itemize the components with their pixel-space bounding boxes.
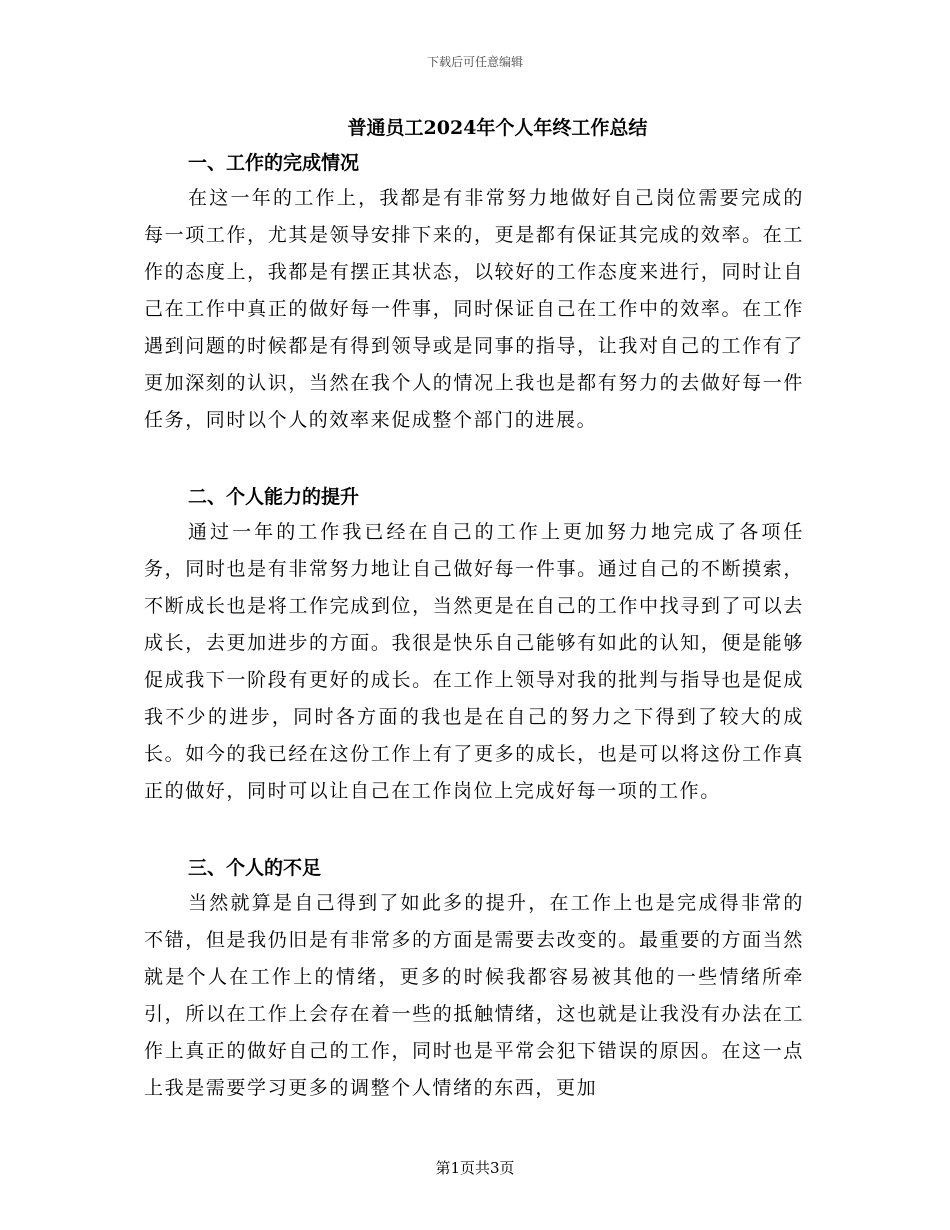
- section-2-heading: 二、个人能力的提升: [188, 486, 360, 508]
- document-title: 普通员工2024年个人年终工作总结: [347, 117, 648, 139]
- header-note: 下载后可任意编辑: [426, 55, 523, 69]
- section-2-paragraph: 通过一年的工作我已经在自己的工作上更加努力地完成了各项任务，同时也是有非常努力地让自己做好每一件事。通过自己的不断摸索，不断成长也是将工作完成到位，当然更是在自己的工作中找寻到了可以去成长，去更加进步的方面。我很是快乐自己能够有如此的认知，便是能够促成我下一阶段有更好的成长。在工作上领导对我的批判与指导也是促成我不少的进步，同时各方面的我也是在自己的努力之下得到了较大的成长。如今的我已经在这份工作上有了更多的成长，也是可以将这份工作真正的做好，同时可以让自己在工作岗位上完成好每一项的工作。: [144, 521, 804, 802]
- section-1-paragraph: 在这一年的工作上，我都是有非常努力地做好自己岗位需要完成的每一项工作，尤其是领导安排下来的，更是都有保证其完成的效率。在工作的态度上，我都是有摆正其状态，以较好的工作态度来进行，同时让自己在工作中真正的做好每一件事，同时保证自己在工作中的效率。在工作遇到问题的时候都是有得到领导或是同事的指导，让我对自己的工作有了更加深刻的认识，当然在我个人的情况上我也是都有努力的去做好每一件任务，同时以个人的效率来促成整个部门的进展。: [144, 187, 804, 431]
- section-3-heading: 三、个人的不足: [188, 857, 322, 879]
- section-1-heading: 一、工作的完成情况: [188, 152, 360, 174]
- page-footer: 第1页共3页: [435, 1159, 515, 1177]
- section-3-paragraph: 当然就算是自己得到了如此多的提升，在工作上也是完成得非常的不错，但是我仍旧是有非常多的方面是需要去改变的。最重要的方面当然就是个人在工作上的情绪，更多的时候我都容易被其他的一些情绪所牵引，所以在工作上会存在着一些的抵触情绪，这也就是让我没有办法在工作上真正的做好自己的工作，同时也是平常会犯下错误的原因。在这一点上我是需要学习更多的调整个人情绪的东西，更加: [144, 892, 804, 1099]
